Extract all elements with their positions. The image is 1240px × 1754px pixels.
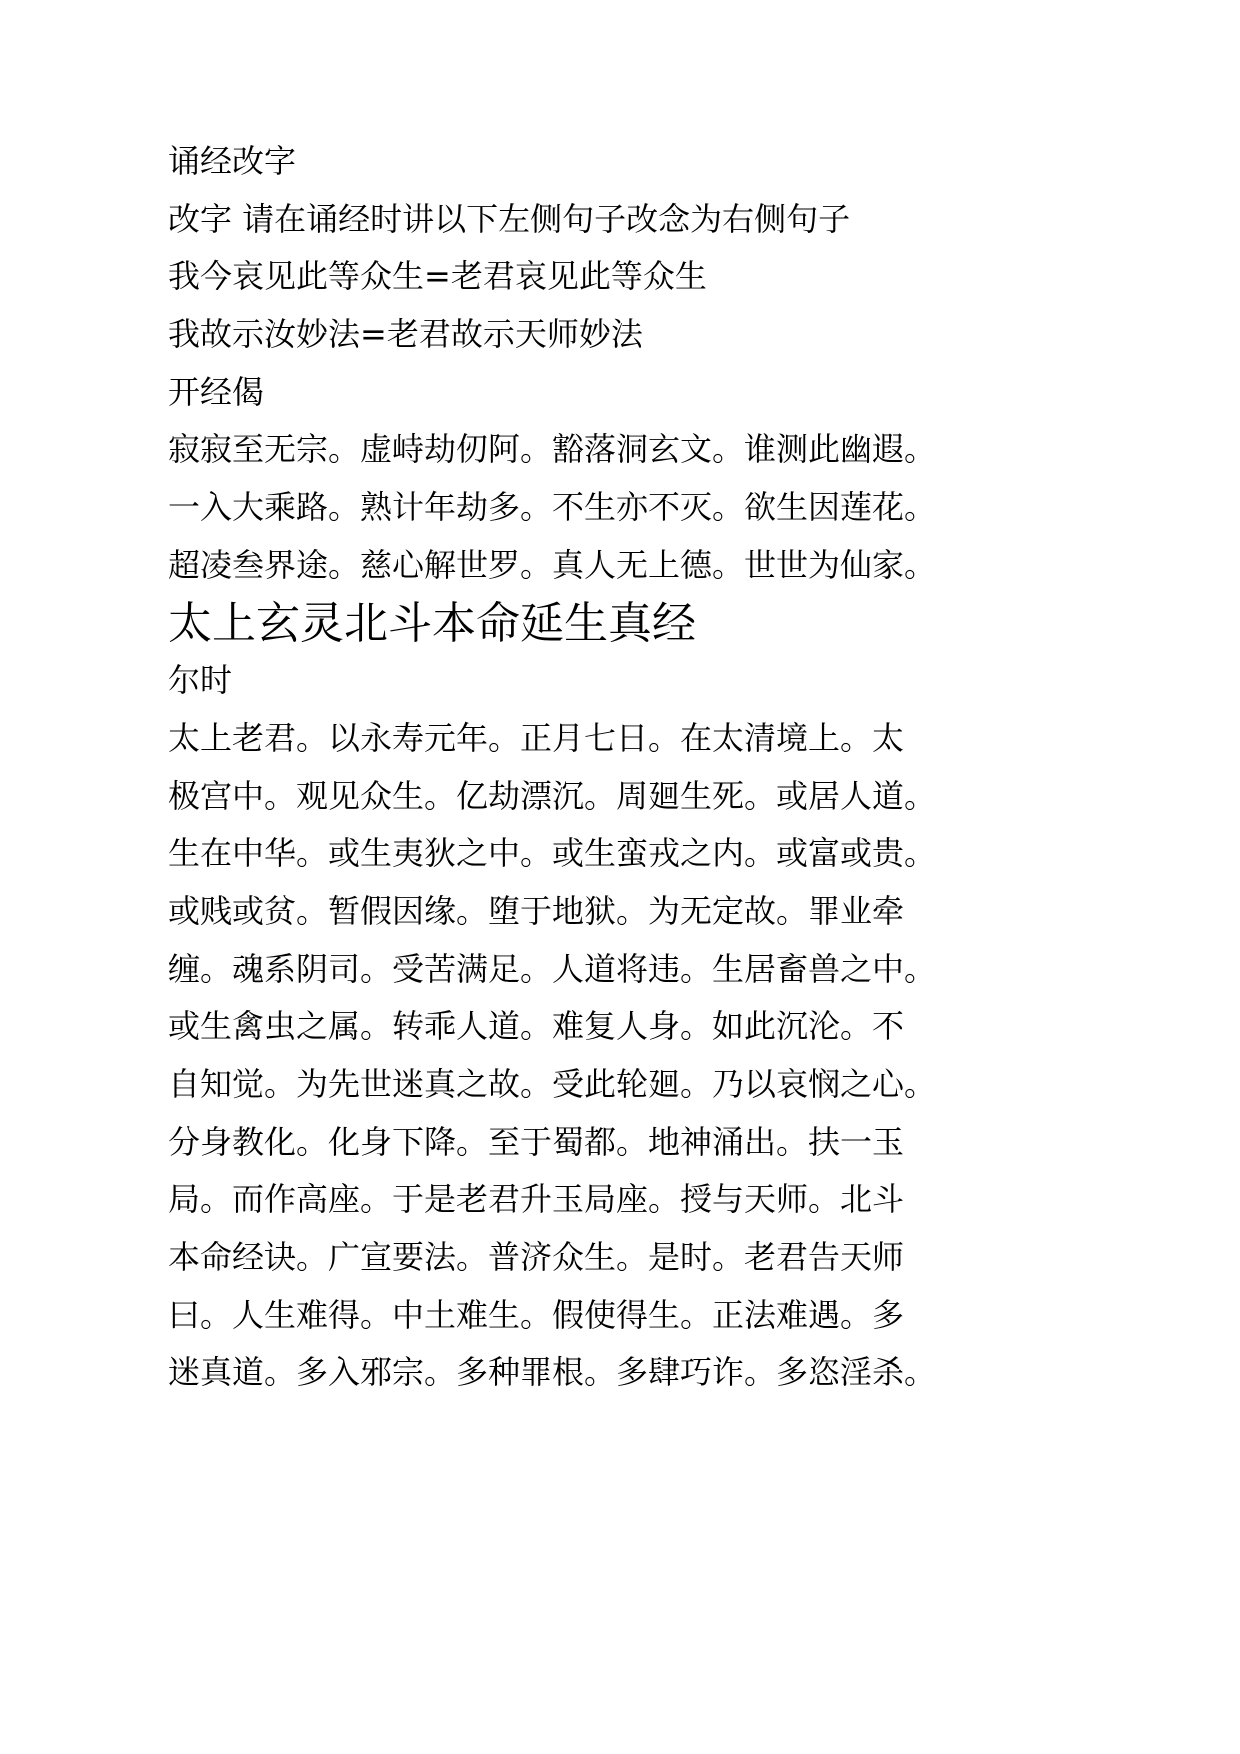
- text-line: 自知觉。为先世迷真之故。受此轮廻。乃以哀悯之心。: [168, 1065, 937, 1103]
- text-line: 一入大乘路。熟计年劫多。不生亦不灭。欲生因莲花。: [168, 488, 937, 527]
- text-line: 分身教化。化身下降。至于蜀都。地神涌出。扶一玉: [168, 1122, 905, 1161]
- text-line: 开经偈: [168, 372, 265, 411]
- text-line: 极宫中。观见众生。亿劫漂沉。周廻生死。或居人道。: [168, 776, 937, 815]
- text-line: 尔时: [168, 661, 233, 700]
- document-page: [168, 133, 1068, 1402]
- text-line: 缠。魂系阴司。受苦满足。人道将违。生居畜兽之中。: [168, 949, 937, 988]
- text-line: 局。而作高座。于是老君升玉局座。授与天师。北斗: [168, 1180, 905, 1219]
- text-line: 我今哀见此等众生=老君哀见此等众生: [168, 257, 707, 296]
- text-line: 本命经诀。广宣要法。普济众生。是时。老君告天师: [168, 1238, 905, 1277]
- text-line: 我故示汝妙法=老君故示天师妙法: [168, 315, 643, 354]
- text-line: 生在中华。或生夷狄之中。或生蛮戎之内。或富或贵。: [168, 834, 937, 873]
- text-line: 诵经改字: [168, 142, 297, 180]
- text-line: 太上老君。以永寿元年。正月七日。在太清境上。太: [168, 718, 905, 757]
- text-line: 超凌叁界途。慈心解世罗。真人无上德。世世为仙家。: [168, 545, 937, 584]
- text-line: 寂寂至无宗。虚峙劫仞阿。豁落洞玄文。谁测此幽遐。: [168, 430, 937, 469]
- text-line: 或贱或贫。暂假因缘。堕于地狱。为无定故。罪业牵: [168, 891, 905, 930]
- scripture-title: 太上玄灵北斗本命延生真经: [168, 597, 696, 649]
- text-line: 或生禽虫之属。转乖人道。难复人身。如此沉沦。不: [168, 1007, 905, 1046]
- text-line: 改字 请在诵经时讲以下左侧句子改念为右侧句子: [168, 199, 851, 238]
- text-line: 迷真道。多入邪宗。多种罪根。多肆巧诈。多恣淫杀。: [168, 1353, 937, 1392]
- text-line: 曰。人生难得。中土难生。假使得生。正法难遇。多: [168, 1295, 905, 1334]
